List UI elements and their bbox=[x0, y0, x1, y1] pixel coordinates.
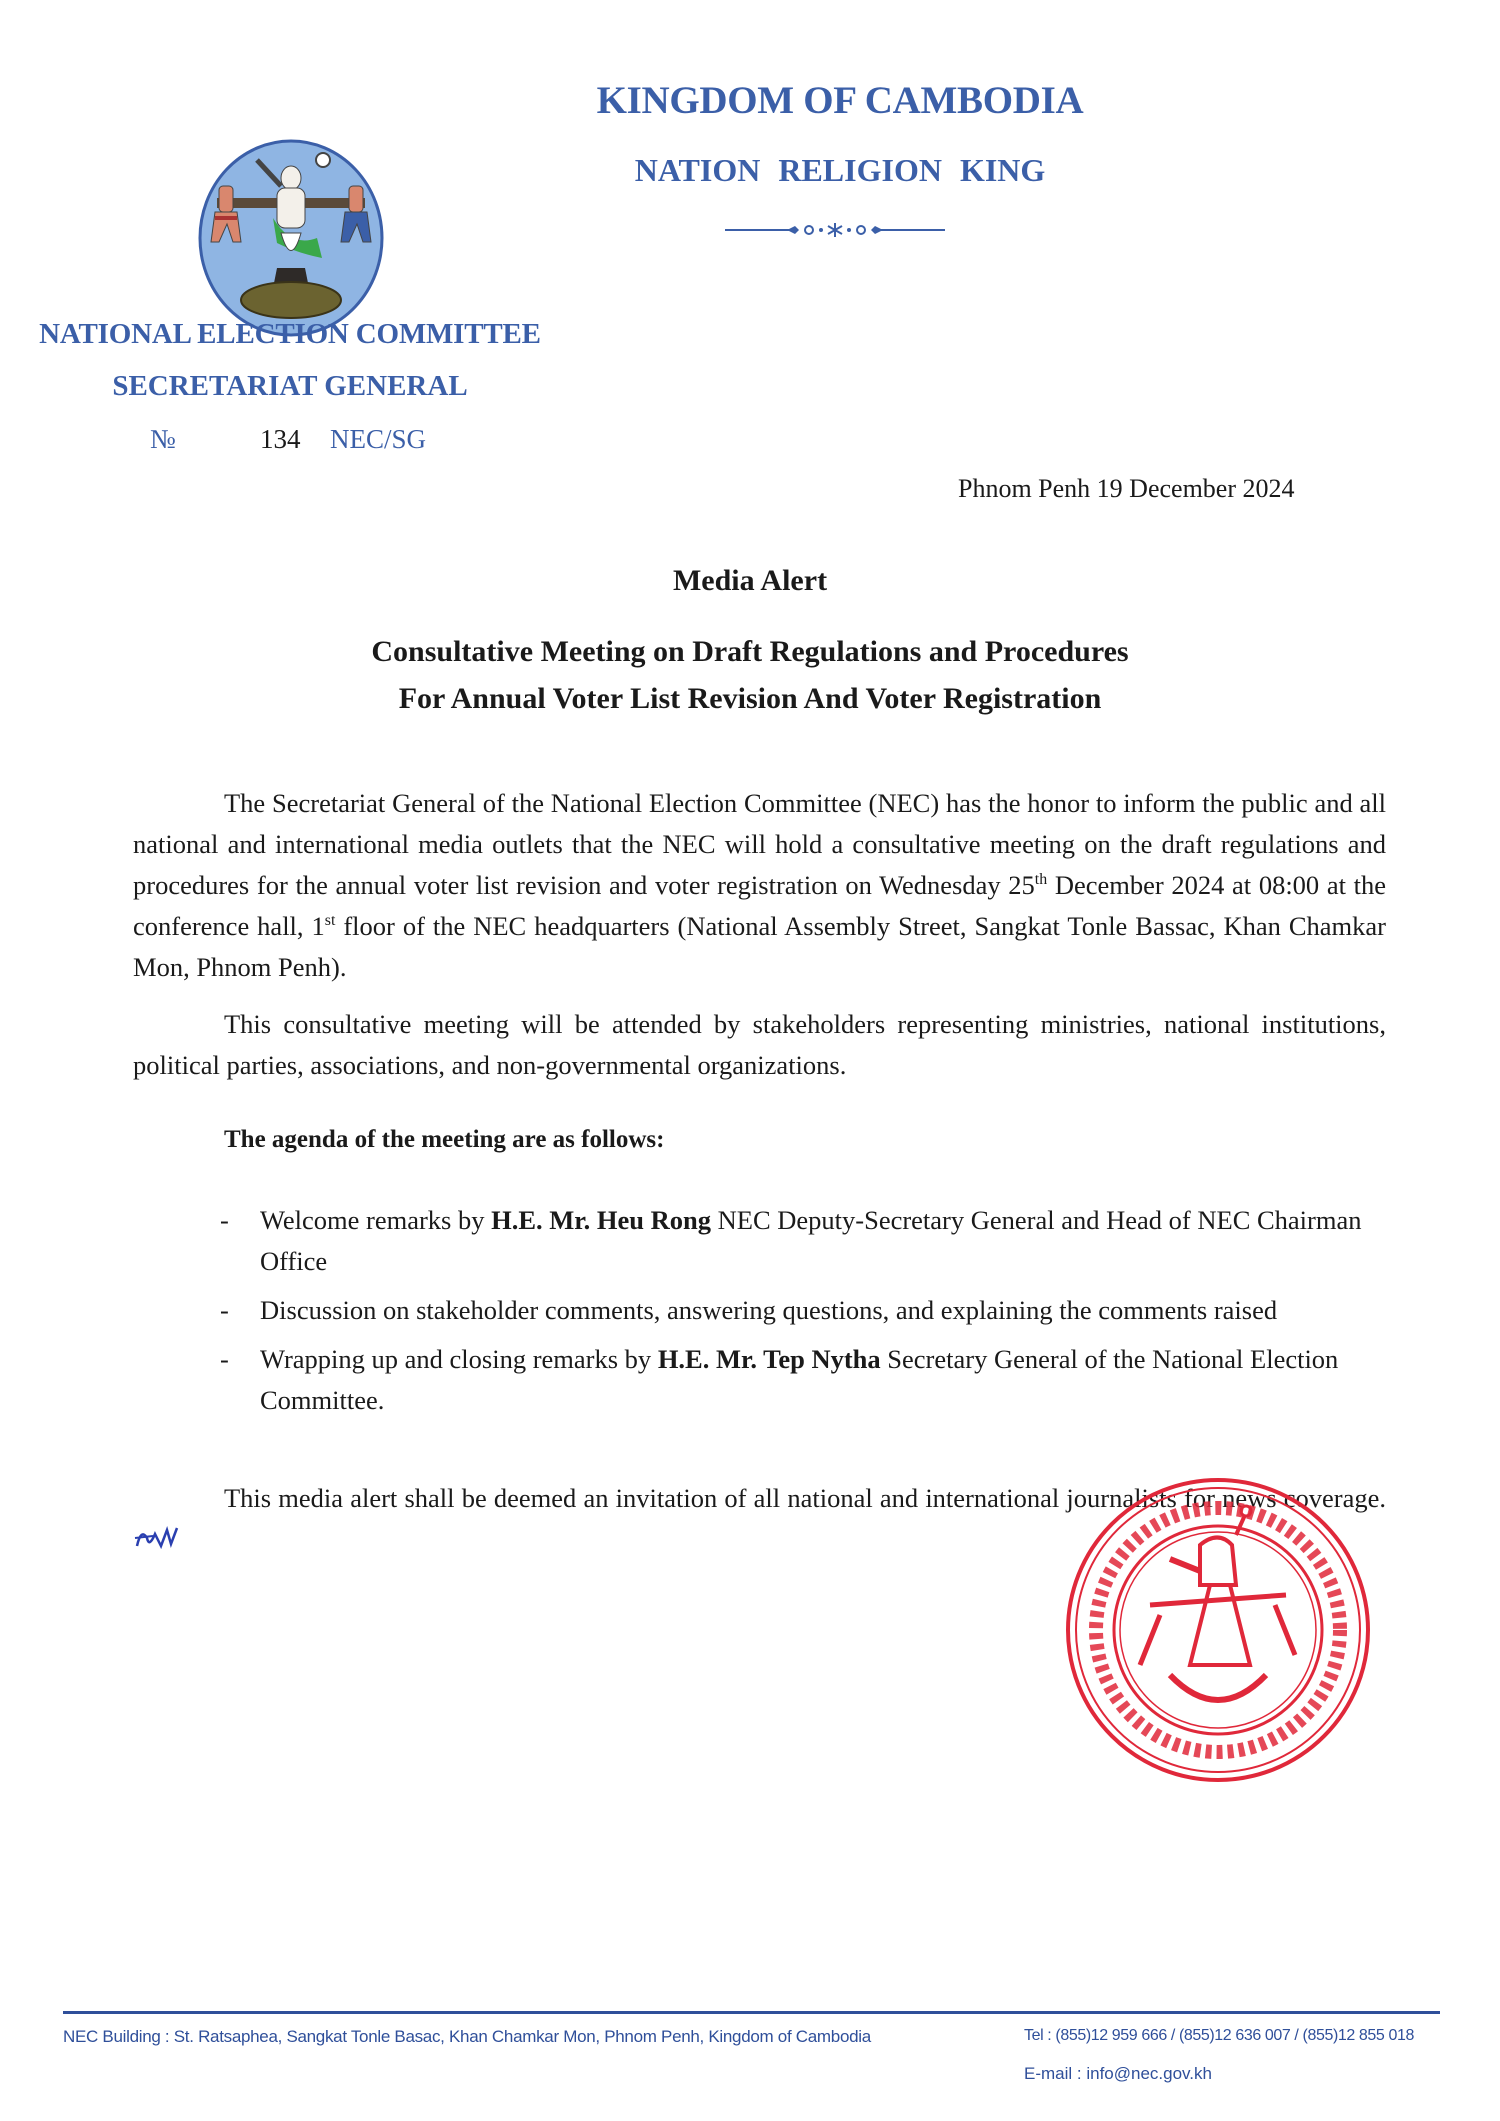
decorative-divider-icon bbox=[725, 222, 945, 238]
reference-prefix: № bbox=[150, 424, 176, 454]
agenda-item bbox=[220, 1290, 1390, 1331]
agenda-text: NEC Deputy-Secretary General and Head of NEC Chairman Office bbox=[260, 1205, 1362, 1276]
agenda-text: Wrapping up and closing remarks by bbox=[260, 1344, 658, 1374]
subtitle-line-1: Consultative Meeting on Draft Regulations and Procedures bbox=[371, 635, 1129, 668]
reference-value: 134 bbox=[260, 424, 301, 454]
agenda-text: Secretary General of the National Election Committee. bbox=[260, 1344, 1339, 1415]
agenda-text: Welcome remarks by bbox=[260, 1205, 492, 1235]
document-title: Media Alert bbox=[672, 564, 828, 597]
official-red-seal-icon bbox=[1060, 1475, 1376, 1785]
initials-signature-icon bbox=[133, 1524, 181, 1552]
paragraph-text: December 2024 at 08:00 at the conference hall, 1 bbox=[133, 870, 1387, 941]
body-paragraph-1 bbox=[133, 783, 1386, 988]
list-dash: - bbox=[220, 1344, 229, 1374]
speaker-name: H.E. Mr. Tep Nytha bbox=[657, 1344, 881, 1374]
ordinal-suffix: st bbox=[324, 912, 336, 930]
paragraph-text: This consultative meeting will be attended by stakeholders representing ministries, national institutions, political parties, associations, and non-governmental organizations. bbox=[133, 1009, 1386, 1080]
reference-suffix: NEC/SG bbox=[330, 424, 427, 454]
agenda-list bbox=[220, 1200, 1390, 1429]
footer-address: NEC Building : St. Ratsaphea, Sangkat Tonle Basac, Khan Chamkar Mon, Phnom Penh, Kingdom of Cambodia bbox=[63, 2027, 871, 2046]
agenda-item bbox=[220, 1200, 1390, 1282]
ordinal-suffix: th bbox=[1034, 871, 1048, 889]
list-dash: - bbox=[220, 1205, 229, 1235]
nec-emblem-icon bbox=[197, 138, 385, 338]
document-subtitle bbox=[0, 628, 1500, 722]
footer-email: E-mail : info@nec.gov.kh bbox=[1024, 2064, 1212, 2083]
motto-heading: NATION RELIGION KING bbox=[634, 152, 1046, 188]
agenda-text: Discussion on stakeholder comments, answering questions, and explaining the comments raised bbox=[260, 1295, 1278, 1325]
list-dash: - bbox=[220, 1295, 229, 1325]
footer-telephone: Tel : (855)12 959 666 / (855)12 636 007 / (855)12 855 018 bbox=[1024, 2027, 1414, 2044]
paragraph-text: The Secretariat General of the National Election Committee (NEC) has the honor to inform the public and all national and international media outlets that the NEC will hold a consultative meeting on the draft regulations and procedures for the annual voter list revision and voter registration on Wednesday 25 bbox=[133, 788, 1386, 900]
paragraph-text: floor of the NEC headquarters (National Assembly Street, Sangkat Tonle Bassac, Khan Chamkar Mon, Phnom Penh). bbox=[133, 911, 1386, 982]
department-name: SECRETARIAT GENERAL bbox=[112, 370, 468, 402]
country-heading: KINGDOM OF CAMBODIA bbox=[596, 79, 1084, 122]
footer-divider bbox=[63, 2011, 1440, 2014]
agenda-item bbox=[220, 1339, 1390, 1421]
subtitle-line-2: For Annual Voter List Revision And Voter Registration bbox=[398, 682, 1102, 715]
speaker-name: H.E. Mr. Heu Rong bbox=[491, 1205, 711, 1235]
paragraph-text: This media alert shall be deemed an invitation of all national and international journalists for news coverage. bbox=[224, 1483, 1386, 1513]
date-line: Phnom Penh 19 December 2024 bbox=[958, 474, 1295, 503]
organization-name: NATIONAL ELECTION COMMITTEE bbox=[39, 318, 541, 350]
agenda-heading: The agenda of the meeting are as follows: bbox=[224, 1126, 665, 1153]
reference-number bbox=[150, 424, 426, 455]
body-paragraph-2 bbox=[133, 1004, 1386, 1086]
